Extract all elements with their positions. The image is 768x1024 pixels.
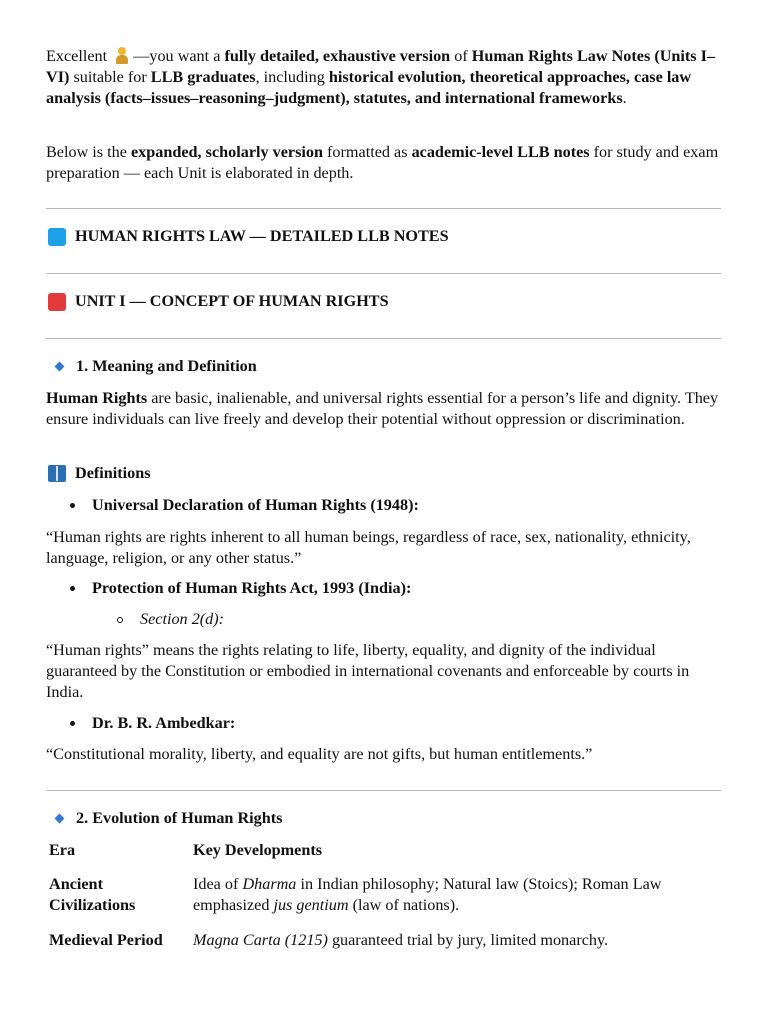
table-row [46,874,723,930]
table-header-row [46,840,723,874]
table-header-cell: Era [49,841,76,859]
table-cell-developments: Magna Carta (1215) guaranteed trial by jury, limited monarchy. [193,931,609,949]
bullet-icon [70,586,75,591]
section-heading: 2. Evolution of Human Rights [48,809,282,828]
intro-paragraph: Excellent —you want a fully detailed, exhaustive version of Human Rights Law Notes (Units I–VI) suitable for LLB graduates, including historical evolution, theoretical approaches, case law analysis (facts–issues–reasoning–judgment), statutes, and international frameworks. [46,47,716,107]
table-cell-developments: Idea of Dharma in Indian philosophy; Natural law (Stoics); Roman Law emphasized jus gentium (law of nations). [193,875,662,914]
red-square-icon [48,293,66,311]
document-title-heading: HUMAN RIGHTS LAW — DETAILED LLB NOTES [48,227,449,246]
divider [46,790,721,791]
table-row [46,930,723,951]
list-item: Dr. B. R. Ambedkar: [70,714,235,733]
divider [46,208,721,209]
list-item: Universal Declaration of Human Rights (1948): [70,496,419,515]
blue-diamond-icon [55,362,65,372]
blue-book-icon [48,465,66,482]
blue-diamond-icon [55,814,65,824]
table-cell-era: Ancient Civilizations [49,875,136,914]
person-tipping-hand-emoji-icon [115,47,129,64]
unit-heading: UNIT I — CONCEPT OF HUMAN RIGHTS [48,292,389,311]
definition-paragraph: Human Rights are basic, inalienable, and universal rights essential for a person’s life and dignity. They ensure individuals can live freely and develop their potential without oppression or discrimination. [46,389,719,428]
phra-quote: “Human rights” means the rights relating to life, liberty, equality, and dignity of the individual guaranteed by the Constitution or embodied in international covenants and enforceable by courts in India. [46,641,690,701]
section-heading: 1. Meaning and Definition [48,357,257,376]
divider [46,338,721,339]
bullet-icon [70,503,75,508]
table-cell-era: Medieval Period [49,931,163,949]
evolution-table [46,840,723,951]
definitions-heading: Definitions [48,464,151,483]
sub-list-item: Section 2(d): [117,610,224,629]
blue-square-icon [48,228,66,246]
ambedkar-quote: “Constitutional morality, liberty, and equality are not gifts, but human entitlements.” [46,745,593,763]
divider [46,273,721,274]
udhr-quote: “Human rights are rights inherent to all human beings, regardless of race, sex, nationality, ethnicity, language, religion, or any other status.” [46,528,691,567]
list-item: Protection of Human Rights Act, 1993 (India): [70,579,411,598]
table-header-cell: Key Developments [193,841,323,859]
intro-paragraph-2: Below is the expanded, scholarly version formatted as academic-level LLB notes for study and exam preparation — each Unit is elaborated in depth. [46,143,719,182]
hollow-bullet-icon [117,617,123,623]
bullet-icon [70,721,75,726]
